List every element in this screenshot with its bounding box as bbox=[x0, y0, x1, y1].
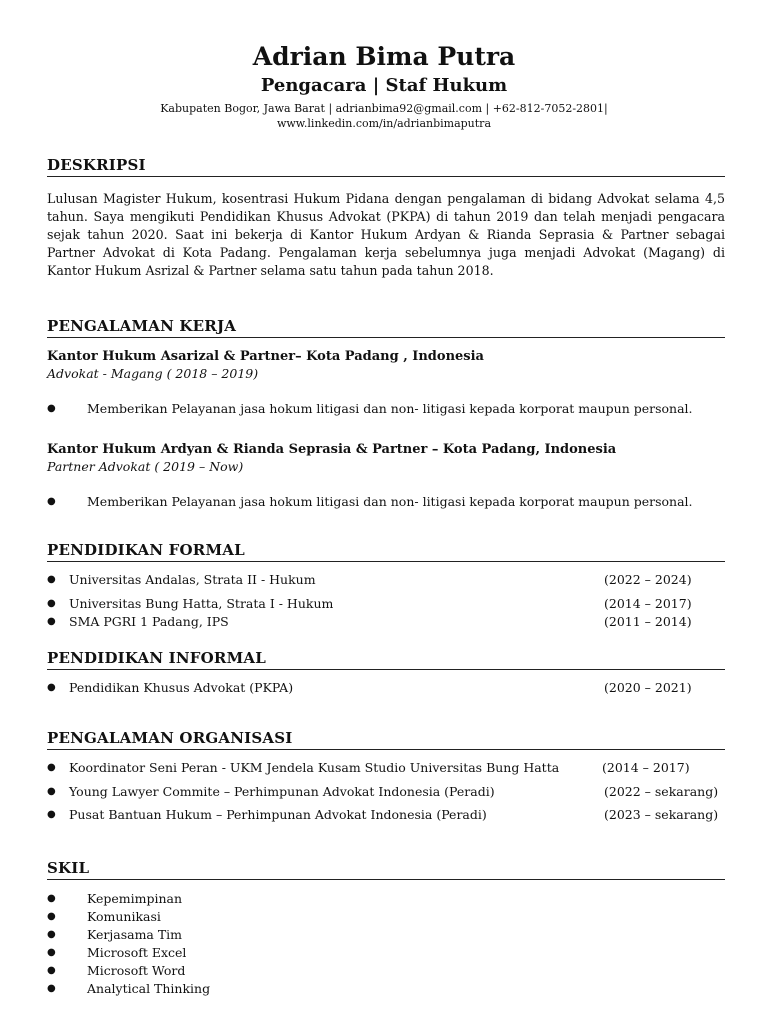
section-title-skil: SKIL bbox=[47, 859, 725, 880]
job-role: Partner Advokat ( 2019 – Now) bbox=[47, 459, 244, 474]
education-text: Universitas Andalas, Strata II - Hukum bbox=[69, 572, 316, 587]
job-bullet-text: Memberikan Pelayanan jasa hokum litigasi dan non- litigasi kepada korporat maupun personal. bbox=[87, 401, 693, 416]
section-pendidikan-formal bbox=[47, 541, 725, 562]
job-company: Kantor Hukum Ardyan & Rianda Seprasia & Partner – Kota Padang, Indonesia bbox=[47, 442, 617, 457]
bullet-icon: ● bbox=[47, 403, 56, 414]
organization-date: (2022 – sekarang) bbox=[604, 784, 719, 799]
organization-date: (2014 – 2017) bbox=[602, 760, 690, 775]
section-title-pendidikan-informal: PENDIDIKAN INFORMAL bbox=[47, 649, 725, 670]
section-title-pengalaman-organisasi: PENGALAMAN ORGANISASI bbox=[47, 729, 725, 750]
candidate-name: Adrian Bima Putra bbox=[252, 42, 516, 71]
skill-text: Kerjasama Tim bbox=[87, 927, 183, 942]
informal-education-date: (2020 – 2021) bbox=[604, 680, 692, 695]
section-pengalaman-kerja bbox=[47, 317, 725, 338]
organization-text: Young Lawyer Commite – Perhimpunan Advokat Indonesia (Peradi) bbox=[69, 784, 495, 799]
education-date: (2014 – 2017) bbox=[604, 596, 692, 611]
bullet-icon: ● bbox=[47, 682, 56, 693]
section-title-deskripsi: DESKRIPSI bbox=[47, 156, 725, 177]
bullet-icon: ● bbox=[47, 929, 56, 940]
bullet-icon: ● bbox=[47, 893, 56, 904]
section-pengalaman-organisasi bbox=[47, 729, 725, 750]
organization-date: (2023 – sekarang) bbox=[604, 807, 719, 822]
skill-text: Microsoft Word bbox=[87, 963, 186, 978]
skill-text: Komunikasi bbox=[87, 909, 161, 924]
bullet-icon: ● bbox=[47, 616, 56, 627]
bullet-icon: ● bbox=[47, 911, 56, 922]
skill-text: Microsoft Excel bbox=[87, 945, 187, 960]
job-role: Advokat - Magang ( 2018 – 2019) bbox=[47, 366, 259, 381]
bullet-icon: ● bbox=[47, 809, 56, 820]
section-deskripsi bbox=[47, 156, 725, 177]
bullet-icon: ● bbox=[47, 947, 56, 958]
bullet-icon: ● bbox=[47, 762, 56, 773]
education-text: SMA PGRI 1 Padang, IPS bbox=[69, 614, 229, 629]
candidate-role: Pengacara | Staf Hukum bbox=[260, 75, 508, 96]
bullet-icon: ● bbox=[47, 965, 56, 976]
education-text: Universitas Bung Hatta, Strata I - Hukum bbox=[69, 596, 334, 611]
bullet-icon: ● bbox=[47, 598, 56, 609]
skill-text: Kepemimpinan bbox=[87, 891, 183, 906]
contact-line-1: Kabupaten Bogor, Jawa Barat | adrianbima92@gmail.com | +62-812-7052-2801| bbox=[160, 102, 608, 115]
contact-info bbox=[0, 101, 768, 131]
section-skil bbox=[47, 859, 725, 880]
bullet-icon: ● bbox=[47, 574, 56, 585]
section-pendidikan-informal bbox=[47, 649, 725, 670]
contact-line-2: www.linkedin.com/in/adrianbimaputra bbox=[276, 117, 492, 130]
description-text: Lulusan Magister Hukum, kosentrasi Hukum Pidana dengan pengalaman di bidang Advokat selama 4,5 tahun. Saya mengikuti Pendidikan Khusus Advokat (PKPA) di tahun 2019 dan telah menjadi pengacara sejak tahun 2020. Saat ini bekerja di Kantor Hukum Ardyan & Rianda Seprasia & Partner sebagai Partner Advokat di Kota Padang. Pengalaman kerja sebelumnya juga menjadi Advokat (Magang) di Kantor Hukum Asrizal & Partner selama satu tahun pada tahun 2018. bbox=[47, 191, 725, 278]
organization-text: Pusat Bantuan Hukum – Perhimpunan Advokat Indonesia (Peradi) bbox=[69, 807, 487, 822]
job-company: Kantor Hukum Asarizal & Partner– Kota Padang , Indonesia bbox=[47, 349, 484, 364]
education-date: (2022 – 2024) bbox=[604, 572, 692, 587]
section-title-pendidikan-formal: PENDIDIKAN FORMAL bbox=[47, 541, 725, 562]
skill-text: Analytical Thinking bbox=[87, 981, 211, 996]
bullet-icon: ● bbox=[47, 983, 56, 994]
bullet-icon: ● bbox=[47, 786, 56, 797]
job-bullet-text: Memberikan Pelayanan jasa hokum litigasi dan non- litigasi kepada korporat maupun personal. bbox=[87, 494, 693, 509]
bullet-icon: ● bbox=[47, 496, 56, 507]
informal-education-text: Pendidikan Khusus Advokat (PKPA) bbox=[69, 680, 294, 695]
education-date: (2011 – 2014) bbox=[604, 614, 692, 629]
organization-text: Koordinator Seni Peran - UKM Jendela Kusam Studio Universitas Bung Hatta bbox=[69, 760, 560, 775]
section-title-pengalaman-kerja: PENGALAMAN KERJA bbox=[47, 317, 725, 338]
